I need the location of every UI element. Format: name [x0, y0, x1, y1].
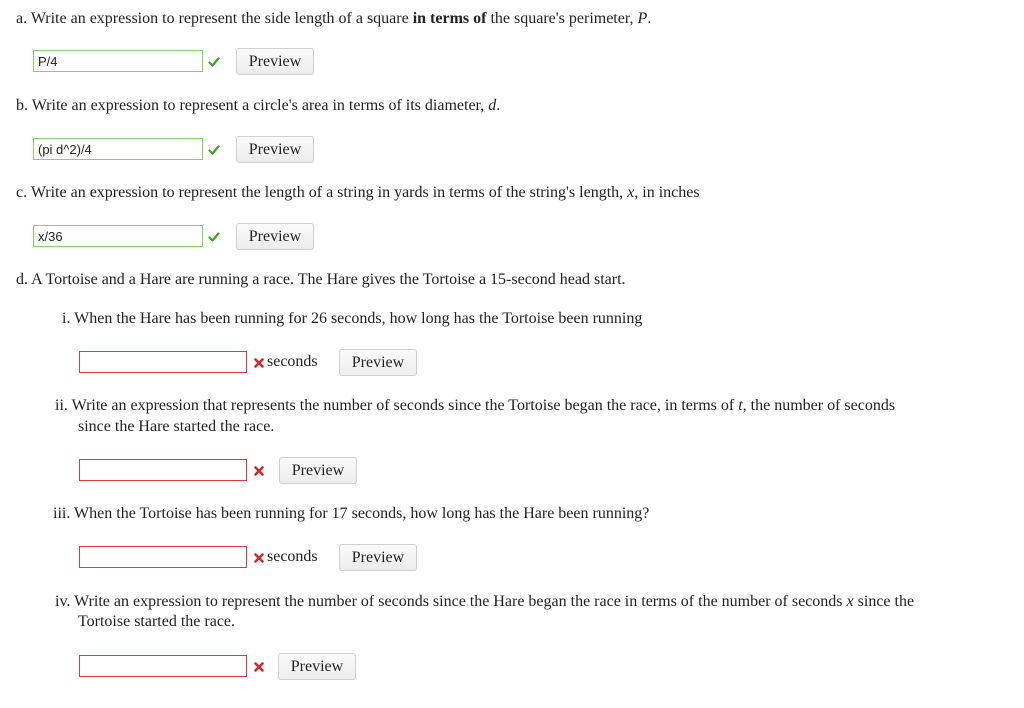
question-d-text: d. A Tortoise and a Hare are running a race. The Hare gives the Tortoise a 15-second head start.	[16, 271, 626, 288]
unit-label-d-iii: seconds	[267, 548, 318, 565]
cross-icon	[253, 465, 265, 477]
question-d-ii-line2: since the Hare started the race.	[78, 418, 275, 435]
cross-icon	[253, 552, 265, 564]
checkmark-icon	[208, 231, 220, 243]
preview-button-d-iv[interactable]: Preview	[278, 653, 356, 680]
unit-label-d-i: seconds	[267, 353, 318, 370]
question-a-variable: P	[637, 10, 648, 27]
question-c-variable: x	[627, 184, 635, 201]
question-a-end: .	[647, 10, 652, 27]
question-c-end: , in inches	[634, 184, 700, 201]
question-d-ii-variable: t	[738, 397, 743, 414]
question-c-prefix: c. Write an expression to represent the length of a string in yards in terms of the string's length,	[16, 184, 628, 201]
preview-button-d-iii[interactable]: Preview	[339, 544, 417, 571]
preview-button-c[interactable]: Preview	[236, 223, 314, 250]
answer-d-i-input[interactable]	[79, 351, 247, 373]
question-b-text	[16, 96, 500, 116]
question-d-iii-text: iii. When the Tortoise has been running for 17 seconds, how long has the Hare been running?	[53, 505, 650, 522]
preview-button-b[interactable]: Preview	[236, 136, 314, 163]
question-d-iv-prefix: iv. Write an expression to represent the number of seconds since the Hare began the race in terms of the number of seconds	[55, 593, 847, 610]
question-a-text	[16, 9, 651, 29]
question-a-suffix: the square's perimeter,	[486, 10, 638, 27]
question-d-ii-prefix: ii. Write an expression that represents the number of seconds since the Tortoise began the race, in terms of	[55, 397, 739, 414]
question-d-iv-text	[55, 592, 914, 612]
question-c-text	[16, 183, 700, 203]
question-d-ii-text	[55, 396, 895, 416]
answer-d-ii-input[interactable]	[79, 459, 247, 481]
cross-icon	[253, 357, 265, 369]
question-d-i-text: i. When the Hare has been running for 26 seconds, how long has the Tortoise been running	[62, 310, 643, 327]
question-b-end: .	[496, 97, 501, 114]
answer-d-iv-input[interactable]	[79, 655, 247, 677]
question-b-prefix: b. Write an expression to represent a circle's area in terms of its diameter,	[16, 97, 489, 114]
answer-c-input[interactable]	[33, 225, 203, 247]
cross-icon	[253, 661, 265, 673]
answer-d-iii-input[interactable]	[79, 546, 247, 568]
answer-b-input[interactable]	[33, 138, 203, 160]
question-d-iv-suffix: since the	[853, 593, 915, 610]
question-d-iv-variable: x	[846, 593, 854, 610]
checkmark-icon	[208, 56, 220, 68]
question-a-emphasis: in terms of	[412, 10, 487, 27]
answer-a-input[interactable]	[33, 50, 203, 72]
question-b-variable: d	[488, 97, 497, 114]
checkmark-icon	[208, 144, 220, 156]
preview-button-d-i[interactable]: Preview	[339, 349, 417, 376]
preview-button-a[interactable]: Preview	[236, 48, 314, 75]
question-d-ii-suffix: , the number of seconds	[742, 397, 896, 414]
question-a-prefix: a. Write an expression to represent the side length of a square	[16, 10, 413, 27]
preview-button-d-ii[interactable]: Preview	[279, 457, 357, 484]
question-d-iv-line2: Tortoise started the race.	[78, 613, 236, 630]
